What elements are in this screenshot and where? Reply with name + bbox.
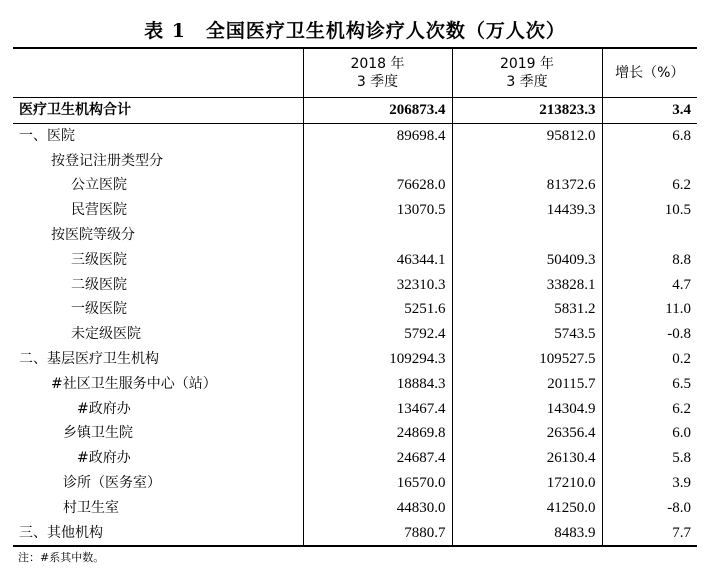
value-2018: 7880.7 [303, 521, 452, 547]
value-2019: 33828.1 [452, 273, 602, 298]
table-row [13, 421, 697, 446]
header-2018 [303, 48, 452, 98]
value-2018: 44830.0 [303, 496, 452, 521]
value-2018: 109294.3 [303, 347, 452, 372]
table-row [13, 223, 697, 248]
growth-value: 3.4 [602, 98, 697, 124]
value-2018: 46344.1 [303, 248, 452, 273]
value-2019: 20115.7 [452, 372, 602, 397]
row-label: 一级医院 [13, 297, 303, 322]
value-2019: 26130.4 [452, 446, 602, 471]
value-2019: 14304.9 [452, 397, 602, 422]
value-2018: 24687.4 [303, 446, 452, 471]
growth-value: 8.8 [672, 251, 691, 268]
growth-value: -0.8 [667, 326, 691, 343]
row-label: #社区卫生服务中心（站） [13, 372, 303, 397]
value-2018 [303, 223, 452, 248]
row-label: 按登记注册类型分 [13, 149, 303, 174]
growth-value: 10.5 [664, 202, 691, 219]
value-2018: 13467.4 [303, 397, 452, 422]
footnote: 注：#系其中数。 [18, 551, 105, 564]
growth-value: 6.2 [672, 400, 691, 417]
value-2019: 213823.3 [452, 98, 602, 124]
header-2019-year: 2019 年 [499, 56, 555, 72]
value-2018: 5792.4 [303, 322, 452, 347]
row-label: 未定级医院 [13, 322, 303, 347]
growth-value: 3.9 [672, 474, 691, 491]
value-2019: 26356.4 [452, 421, 602, 446]
value-2019: 14439.3 [452, 198, 602, 223]
value-2019: 41250.0 [452, 496, 602, 521]
value-2018: 13070.5 [303, 198, 452, 223]
value-2018: 18884.3 [303, 372, 452, 397]
growth-value: 11.0 [665, 301, 691, 318]
value-2019: 95812.0 [452, 123, 602, 148]
header-2018-year: 2018 年 [350, 56, 405, 72]
growth-value: 5.8 [672, 450, 691, 467]
value-2018: 76628.0 [303, 173, 452, 198]
header-label-cell [13, 48, 303, 98]
header-2018-quarter: 3 季度 [356, 74, 399, 90]
value-2019: 109527.5 [452, 347, 602, 372]
header-2019-quarter: 3 季度 [506, 74, 548, 90]
table-row [13, 297, 697, 322]
row-label: #政府办 [13, 397, 303, 422]
row-label: 医疗卫生机构合计 [13, 98, 303, 124]
row-label: 诊所（医务室） [13, 471, 303, 496]
row-label: 村卫生室 [13, 496, 303, 521]
growth-value: 6.8 [672, 127, 691, 144]
value-2019: 50409.3 [452, 248, 602, 273]
growth-value: 4.7 [672, 276, 691, 293]
table-row [13, 471, 697, 496]
table-row [13, 248, 697, 273]
value-2019: 5831.2 [452, 297, 602, 322]
row-label: 一、医院 [13, 123, 303, 148]
table-title: 表 1 全国医疗卫生机构诊疗人次数（万人次） [144, 20, 566, 42]
table-row [13, 372, 697, 397]
table-row [13, 123, 697, 148]
growth-value [602, 223, 697, 248]
value-2019: 81372.6 [452, 173, 602, 198]
row-label: 按医院等级分 [13, 223, 303, 248]
value-2018: 24869.8 [303, 421, 452, 446]
row-label: 乡镇卫生院 [13, 421, 303, 446]
row-label: 二级医院 [13, 273, 303, 298]
table-row [13, 98, 697, 124]
growth-value: 6.5 [672, 375, 691, 392]
value-2018: 32310.3 [303, 273, 452, 298]
value-2019: 5743.5 [452, 322, 602, 347]
table-row [13, 149, 697, 174]
growth-value: 6.2 [672, 177, 691, 194]
value-2019: 17210.0 [452, 471, 602, 496]
row-label: 民营医院 [13, 198, 303, 223]
growth-value: 6.0 [672, 425, 691, 442]
header-row [13, 48, 697, 98]
growth-value: -8.0 [667, 499, 691, 516]
table-row [13, 322, 697, 347]
header-2019 [452, 48, 602, 98]
growth-value: 7.7 [672, 524, 691, 541]
value-2019 [452, 223, 602, 248]
value-2018: 5251.6 [303, 297, 452, 322]
value-2018: 89698.4 [303, 123, 452, 148]
value-2019 [452, 149, 602, 174]
value-2018: 16570.0 [303, 471, 452, 496]
value-2019: 8483.9 [452, 521, 602, 547]
value-2018 [303, 149, 452, 174]
row-label: #政府办 [13, 446, 303, 471]
value-2018: 206873.4 [303, 98, 452, 124]
table-row [13, 198, 697, 223]
table-row [13, 173, 697, 198]
row-label: 公立医院 [13, 173, 303, 198]
row-label: 三级医院 [13, 248, 303, 273]
table-row [13, 496, 697, 521]
row-label: 三、其他机构 [13, 521, 303, 547]
growth-value: 0.2 [672, 350, 691, 367]
table-row [13, 397, 697, 422]
table-row [13, 446, 697, 471]
table-row [13, 273, 697, 298]
header-growth: 增长（%） [602, 48, 697, 98]
row-label: 二、基层医疗卫生机构 [13, 347, 303, 372]
table-row [13, 521, 697, 547]
table-row [13, 347, 697, 372]
growth-value [602, 149, 697, 174]
data-table [13, 47, 697, 547]
